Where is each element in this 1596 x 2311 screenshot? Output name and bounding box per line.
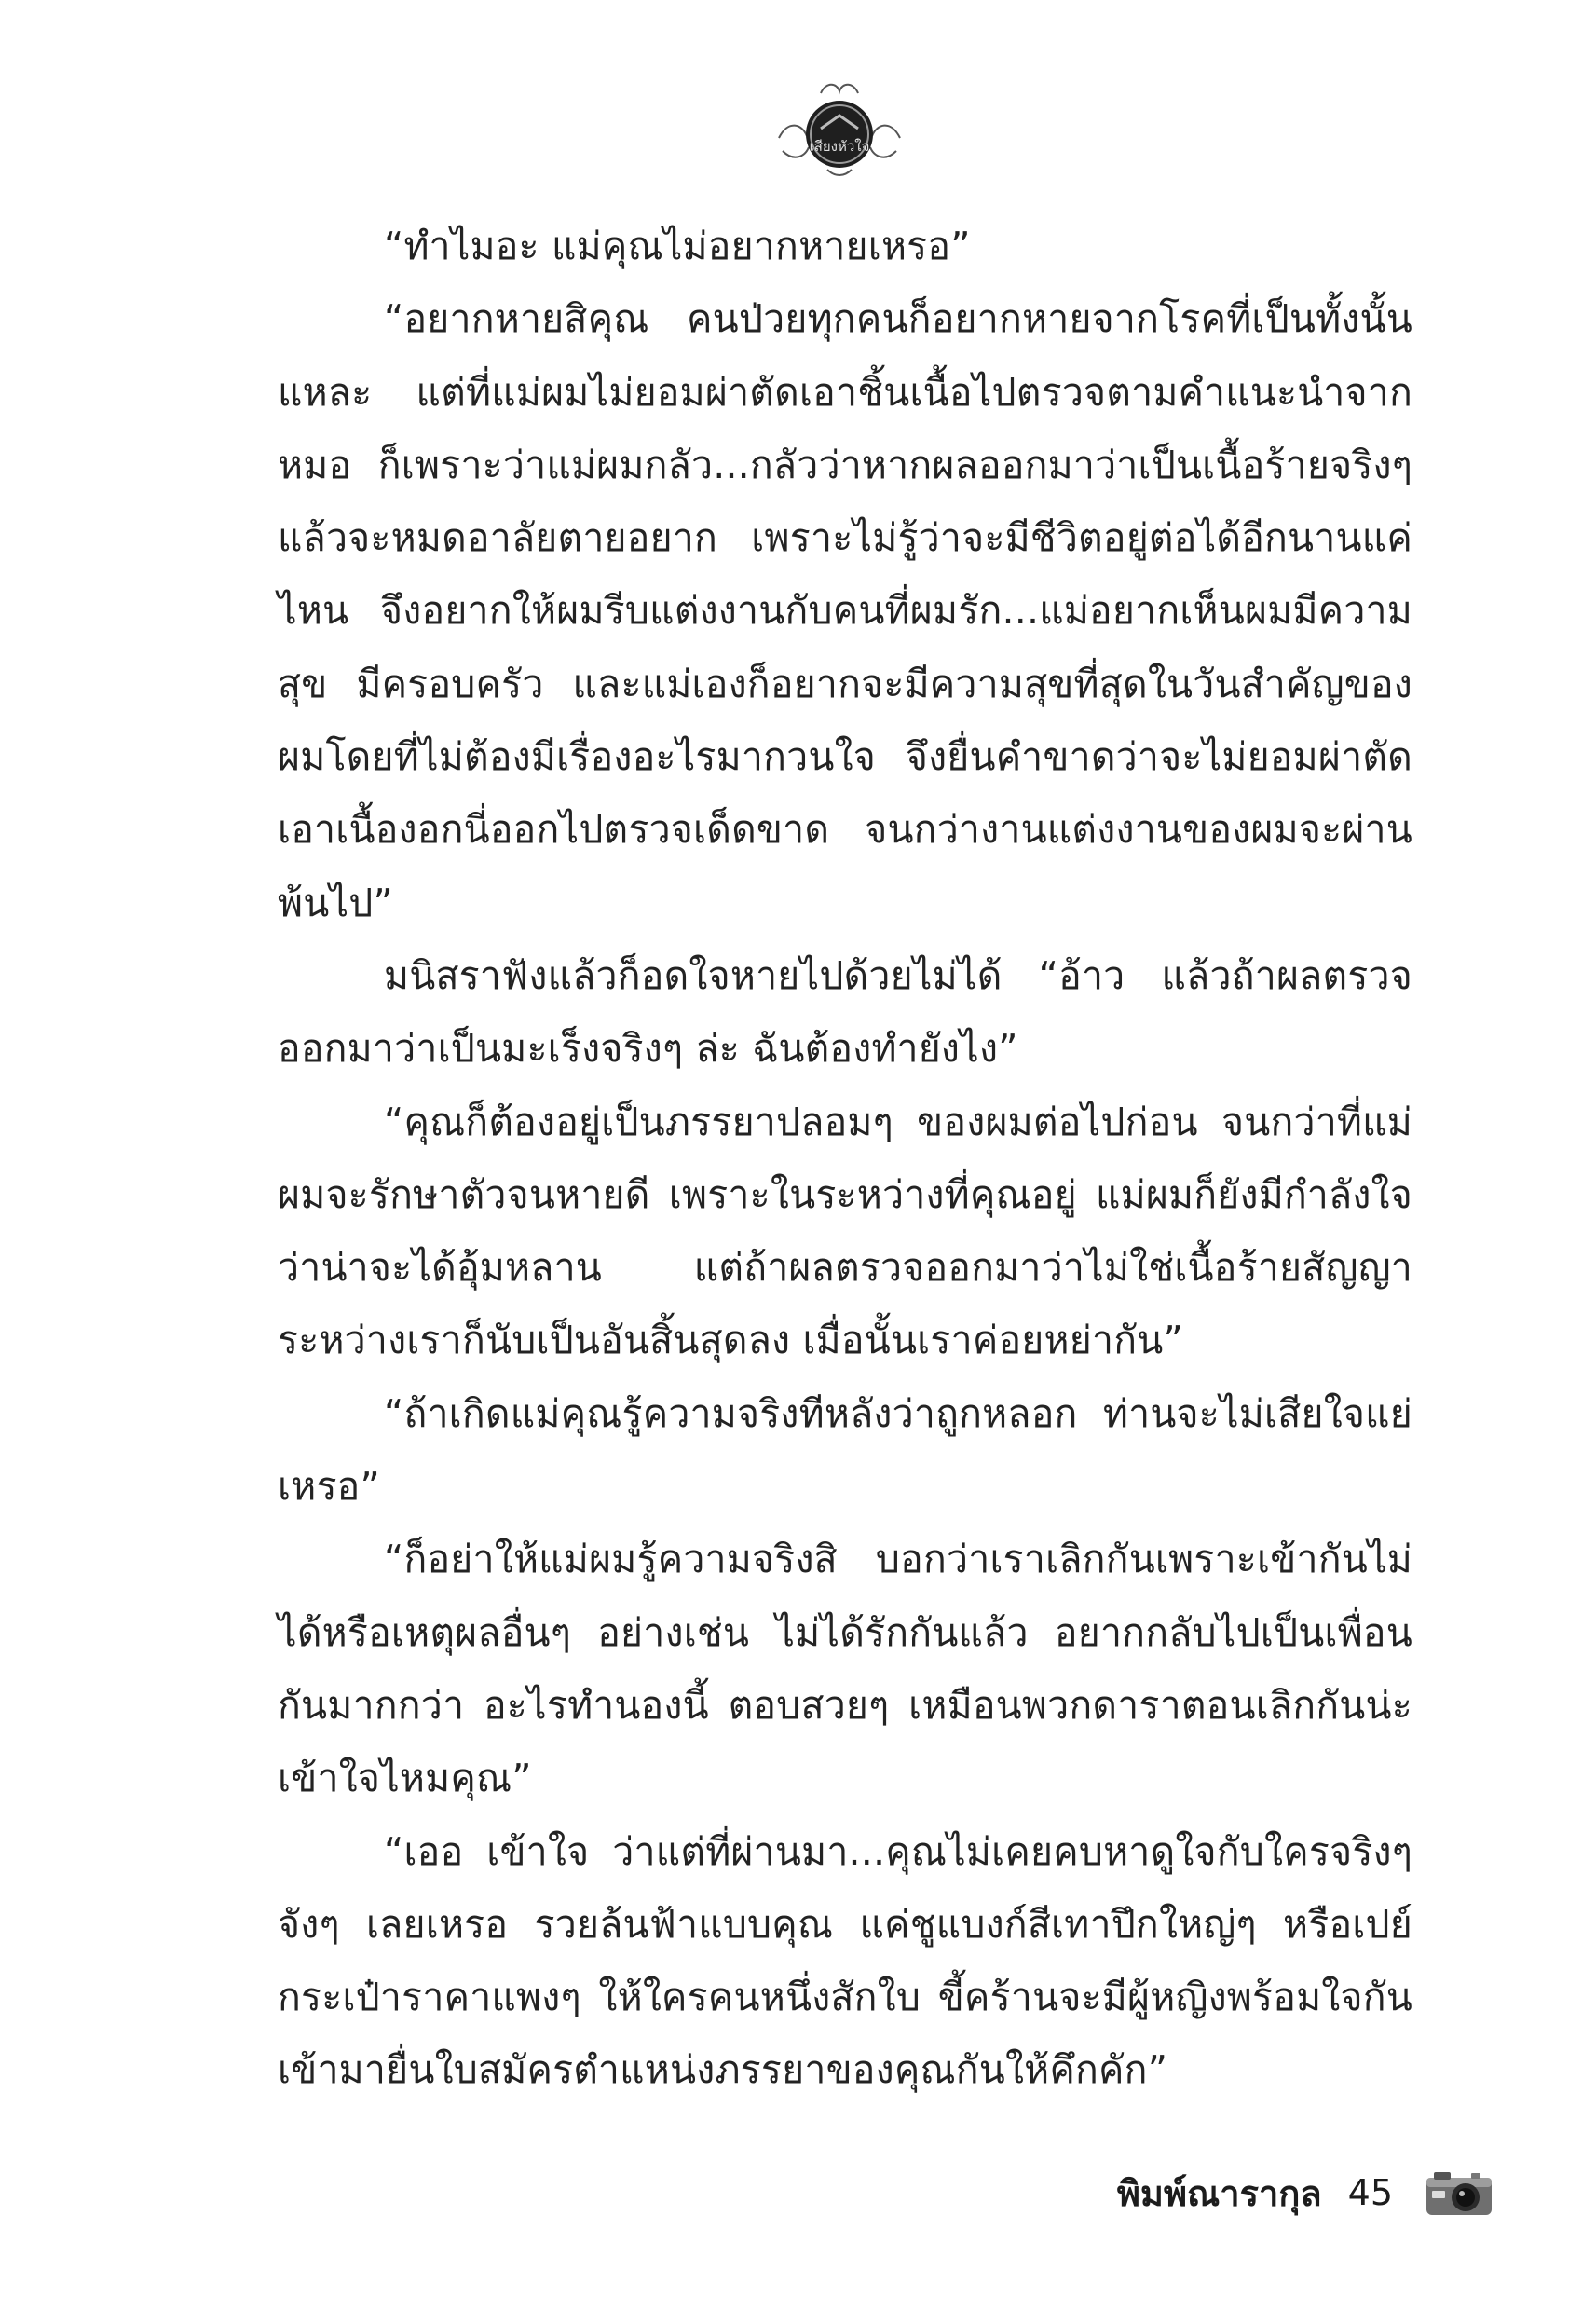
paragraph-5: “ถ้าเกิดแม่คุณรู้ความจริงทีหลังว่าถูกหลอก ท่านจะไม่เสียใจแย่เหรอ” [278, 1390, 1412, 1510]
body-text [278, 210, 1412, 2107]
ornamental-emblem-icon [770, 73, 909, 183]
camera-icon [1425, 2167, 1494, 2219]
paragraph-7: “เออ เข้าใจ ว่าแต่ที่ผ่านมา...คุณไม่เคยคบหาดูใจกับใครจริงๆ จังๆ เลยเหรอ รวยล้นฟ้าแบบคุณ แค่ชูแบงก์สีเทาปึกใหญ่ๆ หรือเปย์กระเป๋าราคาแพงๆ ให้ใครคนหนึ่งสักใบ ขี้คร้านจะมีผู้หญิงพร้อมใจกันเข้ามายื่นใบสมัครตำแหน่งภรรยาของคุณกันให้คึกคัก” [278, 1828, 1412, 2093]
page-footer [1117, 2160, 1494, 2225]
paragraph-6: “ก็อย่าให้แม่ผมรู้ความจริงสิ บอกว่าเราเลิกกันเพราะเข้ากันไม่ได้หรือเหตุผลอื่นๆ อย่างเช่น ไม่ได้รักกันแล้ว อยากกลับไปเป็นเพื่อนกันมากกว่า อะไรทำนองนี้ ตอบสวยๆ เหมือนพวกดาราตอนเลิกกันน่ะ เข้าใจไหมคุณ” [278, 1537, 1412, 1801]
paragraph-1: “ทำไมอะ แม่คุณไม่อยากหายเหรอ” [384, 224, 971, 268]
paragraph-3: มนิสราฟังแล้วก็อดใจหายไปด้วยไม่ได้ “อ้าว แล้วถ้าผลตรวจออกมาว่าเป็นมะเร็งจริงๆ ล่ะ ฉันต้องทำยังไง” [278, 952, 1412, 1072]
paragraph-4: “คุณก็ต้องอยู่เป็นภรรยาปลอมๆ ของผมต่อไปก่อน จนกว่าที่แม่ผมจะรักษาตัวจนหายดี เพราะในระหว่างที่คุณอยู่ แม่ผมก็ยังมีกำลังใจว่าน่าจะได้อุ้มหลาน แต่ถ้าผลตรวจออกมาว่าไม่ใช่เนื้อร้ายสัญญาระหว่างเราก็นับเป็นอันสิ้นสุดลง เมื่อนั้นเราค่อยหย่ากัน” [278, 1099, 1412, 1363]
page-number: 45 [1347, 2172, 1393, 2213]
author-name: พิมพ์ณารากุล [1116, 2172, 1322, 2214]
paragraph-2: “อยากหายสิคุณ คนป่วยทุกคนก็อยากหายจากโรคที่เป็นทั้งนั้นแหละ แต่ที่แม่ผมไม่ยอมผ่าตัดเอาชิ้นเนื้อไปตรวจตามคำแนะนำจากหมอ ก็เพราะว่าแม่ผมกลัว...กลัวว่าหากผลออกมาว่าเป็นเนื้อร้ายจริงๆ แล้วจะหมดอาลัยตายอยาก เพราะไม่รู้ว่าจะมีชีวิตอยู่ต่อได้อีกนานแค่ไหน จึงอยากให้ผมรีบแต่งงานกับคนที่ผมรัก...แม่อยากเห็นผมมีความสุข มีครอบครัว และแม่เองก็อยากจะมีความสุขที่สุดในวันสำคัญของผมโดยที่ไม่ต้องมีเรื่องอะไรมากวนใจ จึงยื่นคำขาดว่าจะไม่ยอมผ่าตัดเอาเนื้องอกนี่ออกไปตรวจเด็ดขาด จนกว่างานแต่งงานของผมจะผ่านพ้นไป” [278, 296, 1412, 925]
emblem-text: เสียงหัวใจ [809, 138, 870, 155]
